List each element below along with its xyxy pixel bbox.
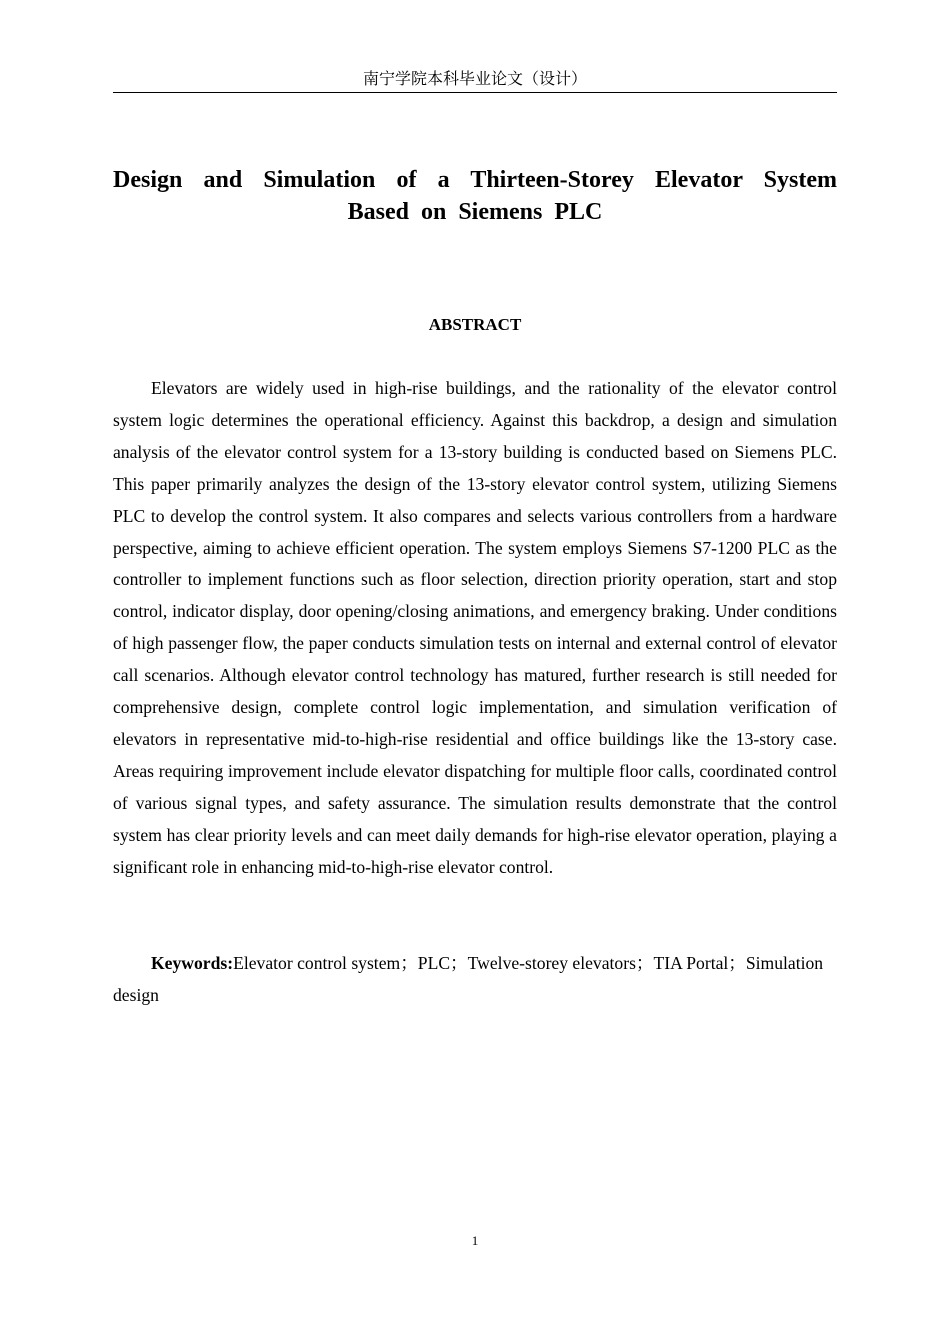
keywords-label: Keywords: xyxy=(151,953,234,973)
abstract-heading: ABSTRACT xyxy=(428,315,522,334)
abstract-body: Elevators are widely used in high-rise buildings, and the rationality of the elevator control system logic determines the operational efficiency. Against this backdrop, a design and simulation analysis of the elevator control system for a 13-story building is conducted based on Siemens PLC. This paper primarily analyzes the design of the 13-story elevator control system, utilizing Siemens PLC to develop the control system. It also compares and selects various controllers from a hardware perspective, aiming to achieve efficient operation. The system employs Siemens S7-1200 PLC as the controller to implement functions such as floor selection, direction priority operation, start and stop control, indicator display, door opening/closing animations, and emergency braking. Under conditions of high passenger flow, the paper conducts simulation tests on internal and external control of elevator call scenarios. Although elevator control technology has matured, further research is still needed for comprehensive design, complete control logic implementation, and simulation verification of elevators in representative mid-to-high-rise residential and office buildings like the 13-story case. Areas requiring improvement include elevator dispatching for multiple floor calls, coordinated control of various signal types, and safety assurance. The simulation results demonstrate that the control system has clear priority levels and can meet daily demands for high-rise elevator operation, playing a significant role in enhancing mid-to-high-rise elevator control. xyxy=(113,378,837,877)
running-header: 南宁学院本科毕业论文（设计） xyxy=(113,68,837,93)
keywords-text: Elevator control system；PLC；Twelve-storey elevators；TIA Portal；Simulation design xyxy=(113,953,824,1005)
keywords-paragraph xyxy=(113,948,837,1012)
paper-title: Design and Simulation of a Thirteen-Storey Elevator System Based on Siemens PLC xyxy=(113,167,837,225)
page-number: 1 xyxy=(471,1233,479,1248)
